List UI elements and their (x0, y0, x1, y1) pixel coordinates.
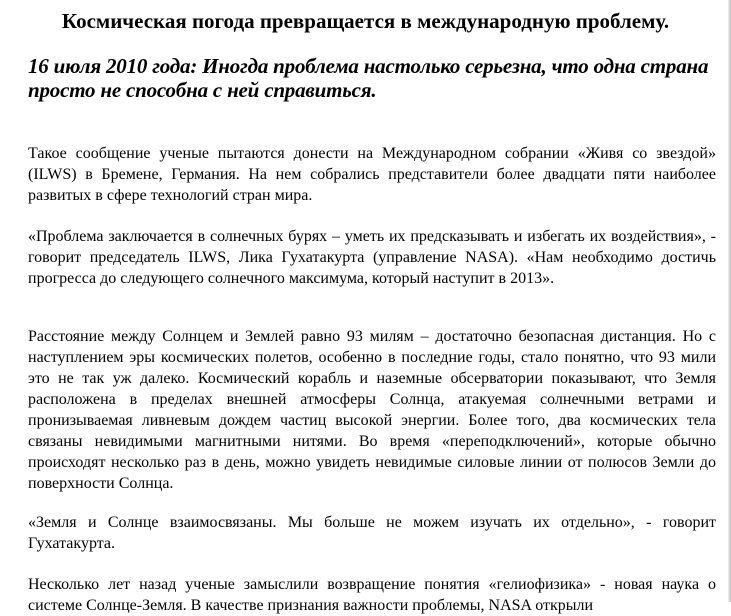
document-title: Космическая погода превращается в международную проблему. (61, 9, 670, 33)
paragraph: «Проблема заключается в солнечных бурях – уметь их предсказывать и избегать их воздействия», - говорит председатель ILWS, Лика Гухатакурта (управление NASA). «Нам необходимо достичь прогресса до следующего солнечного максимума, который наступит в 2013». (28, 228, 716, 287)
document-subtitle: 16 июля 2010 года: Иногда проблема настолько серьезна, что одна страна просто не способна с ней справиться. (28, 54, 709, 102)
paragraph: Расстояние между Солнцем и Землей равно 93 милям – достаточно безопасная дистанция. Но с наступлением эры космических полетов, особенно в последние годы, стало понятно, что 93 мили это не так уж далеко. Космический корабль и наземные обсерватории показывают, что Земля расположена в пределах внешней атмосферы Солнца, атакуемая солнечными ветрами и пронизываемая ливневым дождем частиц высокой энергии. Более того, два космических тела связаны невидимыми магнитными нитями. Во время «переподключений», которые обычно происходят несколько раз в день, можно увидеть невидимые силовые линии от полюсов Земли до поверхности Солнца. (28, 328, 716, 492)
paragraph: «Земля и Солнце взаимосвязаны. Мы больше не можем изучать их отдельно», - говорит Гухатакурта. (28, 514, 716, 552)
paragraph: Такое сообщение ученые пытаются донести на Международном собрании «Живя со звездой» (ILWS) в Бремене, Германия. На нем собрались представители более двадцати пяти наиболее развитых в сфере технологий стран мира. (28, 145, 716, 204)
paragraph: Несколько лет назад ученые замыслили возвращение понятия «гелиофизика» - новая наука о системе Солнце-Земля. В качестве признания важности проблемы, NASA открыли (28, 576, 716, 614)
